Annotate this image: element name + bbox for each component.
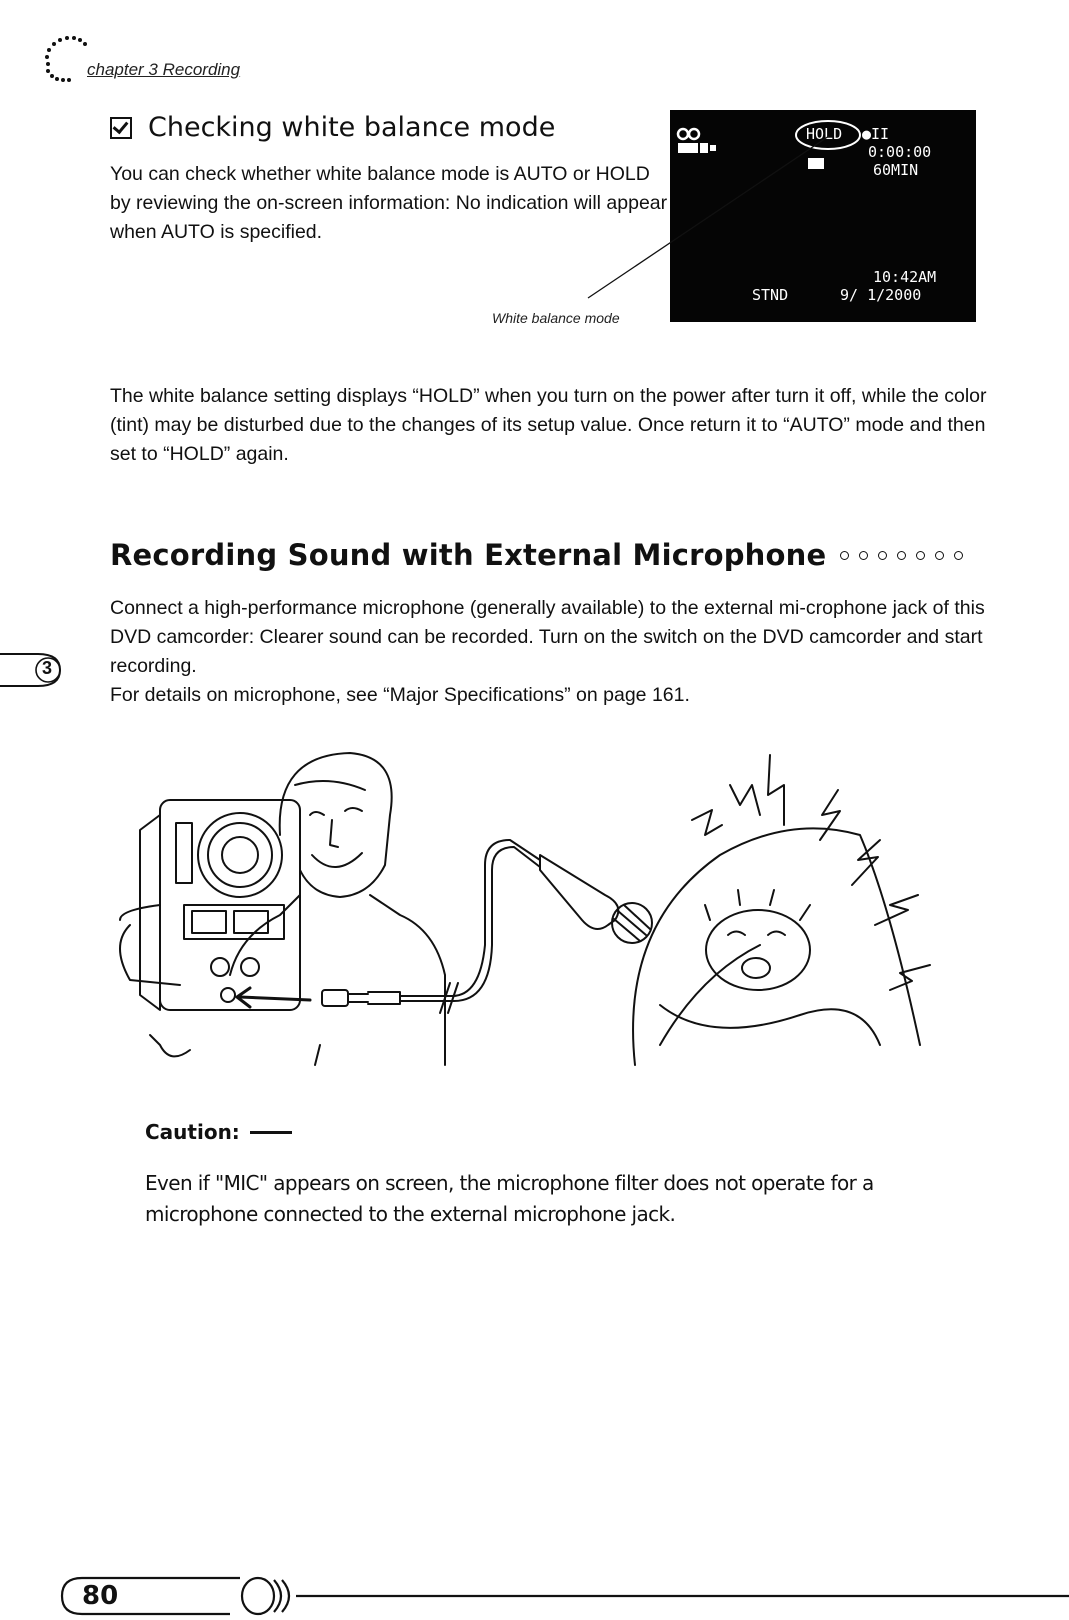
caution-rule xyxy=(250,1131,292,1134)
remaining-time: 60MIN xyxy=(873,161,919,179)
callout-line xyxy=(0,0,1069,340)
date: 9/ 1/2000 xyxy=(840,286,922,304)
microphone-cable xyxy=(322,840,540,1013)
white-balance-note: The white balance setting displays “HOLD” when you turn on the power after turn it off, while the color (tint) may be disturbed due to the changes of its setup value. Once return it to “AUTO” mode and then set to “HOLD” again. xyxy=(110,385,987,465)
caution-text: Even if "MIC" appears on screen, the microphone filter does not operate for a microphone connected to the external microphone jack. xyxy=(145,1171,874,1226)
intro-paragraph: You can check whether white balance mode is AUTO or HOLD by reviewing the on-screen information: No indication will appear when AUTO is specified. xyxy=(110,163,668,243)
section-heading-text: Checking white balance mode xyxy=(148,112,556,143)
heading-dots-decoration xyxy=(840,551,963,560)
mic-jack xyxy=(221,988,235,1002)
external-mic-paragraph xyxy=(110,594,1010,710)
microphone xyxy=(540,855,652,943)
page-number: 80 xyxy=(82,1581,119,1611)
external-mic-text: Connect a high-performance microphone (generally available) to the external mi-crophone jack of this DVD camcorder: Clearer sound can be recorded. Turn on the switch on the DVD camcorder and start recording. xyxy=(110,597,985,677)
external-mic-reference: For details on microphone, see “Major Specifications” on page 161. xyxy=(110,684,690,706)
section-heading-external-mic xyxy=(110,538,963,572)
figure-caption: White balance mode xyxy=(492,310,620,326)
recording-mode: STND xyxy=(752,286,789,304)
crying-baby xyxy=(633,828,920,1065)
chapter-title: chapter 3 Recording xyxy=(87,60,241,79)
hold-indicator: HOLD xyxy=(806,125,843,143)
chapter-side-tab xyxy=(0,648,64,692)
camcorder-microphone-illustration xyxy=(100,745,980,1070)
footer-page-tab xyxy=(60,1576,1069,1620)
time-counter: 0:00:00 xyxy=(868,143,932,161)
sound-marks xyxy=(692,755,930,990)
caution-label: Caution: xyxy=(145,1120,240,1144)
side-tab-shape xyxy=(0,648,64,692)
side-tab-number: 3 xyxy=(42,658,53,678)
caution-heading xyxy=(145,1120,292,1144)
record-status: ●II xyxy=(862,125,890,143)
section-heading-text: Recording Sound with External Microphone xyxy=(110,538,827,572)
camcorder-body xyxy=(120,800,300,1056)
clock-time: 10:42AM xyxy=(873,268,937,286)
